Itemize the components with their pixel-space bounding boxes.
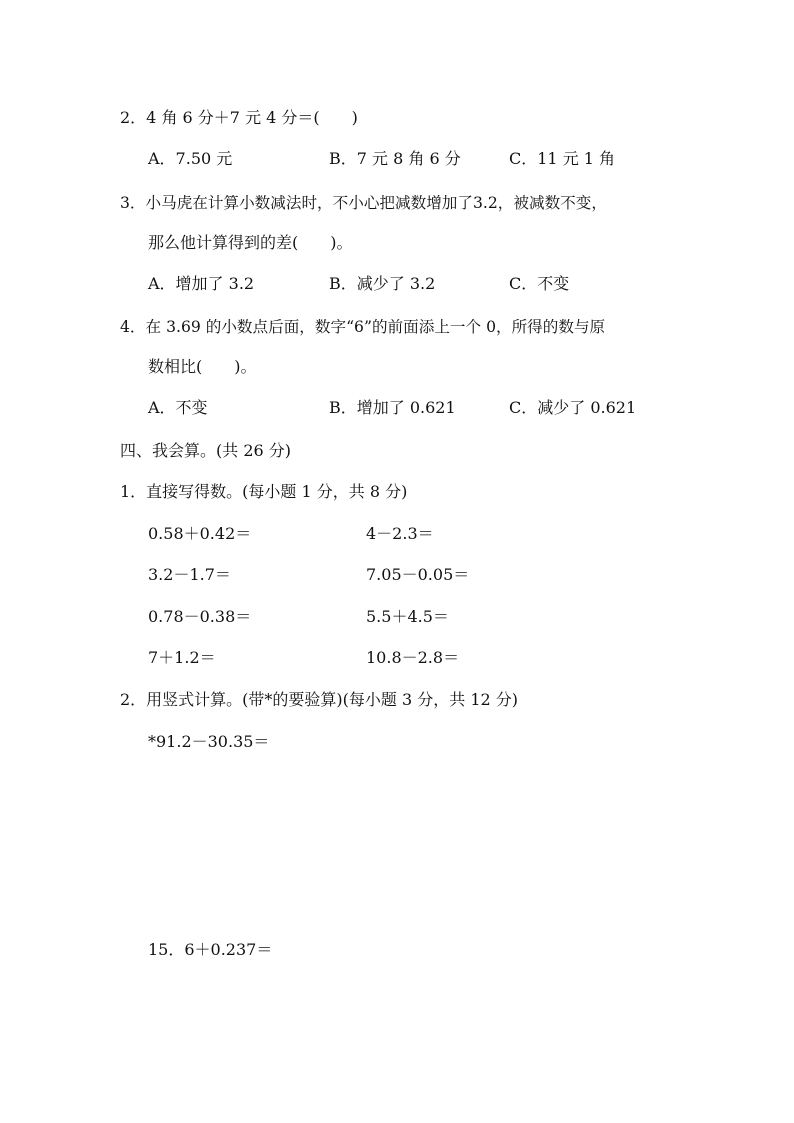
question-4-option-b: B．增加了 0.621 [329,398,456,417]
vertical-calc-item-1: *91.2－30.35＝ [148,732,270,751]
question-3-option-a: A．增加了 3.2 [148,274,255,293]
question-4-option-a: A．不变 [148,398,208,417]
oral-calc-item: 4－2.3＝ [366,524,434,543]
question-2-stem: 2．4 角 6 分＋7 元 4 分＝( ) [120,108,358,127]
oral-calc-item: 0.78－0.38＝ [148,607,252,626]
question-2-option-a: A．7.50 元 [148,149,233,168]
oral-calc-item: 3.2－1.7＝ [148,565,231,584]
vertical-calc-item-2: 15．6＋0.237＝ [148,940,273,959]
question-3-stem-line1: 3．小马虎在计算小数减法时，不小心把减数增加了3.2，被减数不变， [120,194,607,212]
question-3-stem-line2: 那么他计算得到的差( )。 [148,233,353,252]
section-4-sub2-title: 2．用竖式计算。(带*的要验算)(每小题 3 分，共 12 分) [120,690,519,709]
oral-calc-item: 5.5＋4.5＝ [366,607,449,626]
question-4-stem-line1: 4．在 3.69 的小数点后面，数字“6”的前面添上一个 0，所得的数与原 [120,318,606,336]
oral-calc-item: 7＋1.2＝ [148,648,216,667]
oral-calc-item: 0.58＋0.42＝ [148,524,252,543]
oral-calc-item: 10.8－2.8＝ [366,648,460,667]
question-4-option-c: C．减少了 0.621 [509,398,637,417]
question-2-option-c: C．11 元 1 角 [509,149,616,168]
question-3-option-c: C．不变 [509,274,570,293]
section-4-title: 四、我会算。(共 26 分) [120,441,292,460]
question-2-option-b: B．7 元 8 角 6 分 [329,149,461,168]
oral-calc-item: 7.05－0.05＝ [366,565,470,584]
question-3-option-b: B．减少了 3.2 [329,274,436,293]
section-4-sub1-title: 1．直接写得数。(每小题 1 分，共 8 分) [120,482,408,501]
question-4-stem-line2: 数相比( )。 [148,357,257,376]
